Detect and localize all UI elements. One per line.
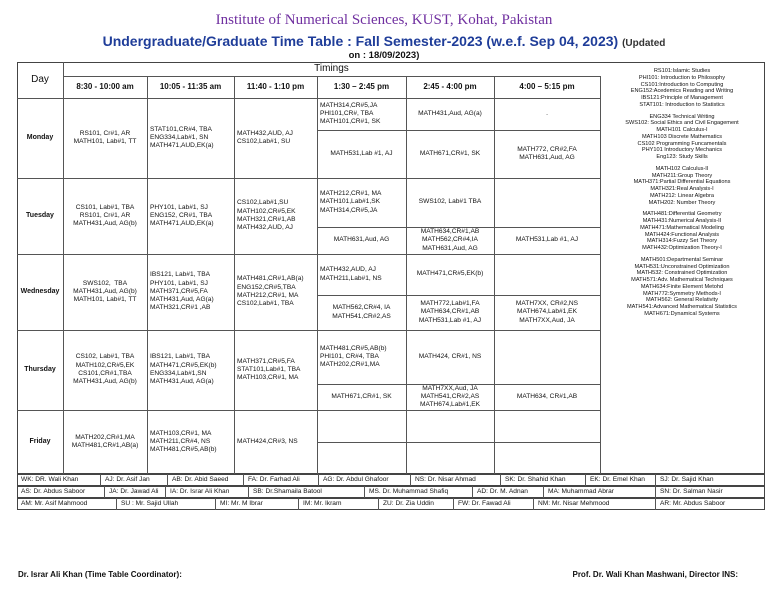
class-cell: MATH432,AUD, AJ MATH211,Lab#1, NS [320,266,382,282]
director-signature: Prof. Dr. Wali Khan Mashwani, Director INS: [572,570,738,579]
faculty-entry: SN: Dr. Salman Nasir [655,486,765,498]
class-cell: PHY101, Lab#1, SJ ENG152, CR#1, TBA MATH471,AUD,EK(a) [150,203,214,228]
class-cell: MATH424,CR#3, NS [237,437,298,445]
class-cell: MATH103,CR#1, MA MATH211,CR#4, NS MATH481,CR#5,AB(b) [150,429,217,454]
class-cell: MATH212,CR#1, MA MATH101,Lab#1,SK MATH314,CR#5,JA [320,190,382,214]
day-label: Monday [26,133,54,141]
coordinator-signature: Dr. Israr Ali Khan (Time Table Coordinator): [18,570,182,579]
day-column-header: Day [31,73,49,85]
class-cell: MATH772, CR#2,FA MATH631,Aud, AG [517,145,577,161]
time-slot-header: 8:30 - 10:00 am [76,81,134,91]
updated-date: on : 18/09/2023) [348,50,420,61]
faculty-entry: AM: Mr. Asif Mahmood [21,500,88,507]
class-cell: SWS102, TBA MATH431,Aud, AG(b) MATH101, Lab#1, TT [73,279,137,304]
faculty-entry: MS. Dr. Muhammad Shafiq [364,486,472,498]
course-group: MATH102 Calculus-II MATH211:Group Theory MATH371:Partial Differential Equations MATH321:Real Analysis-I MATH212: Linear Algebra MATH202: Number Theory [633,165,731,206]
class-cell: CS101, Lab#1, TBA RS101, Cr#1, AR MATH431,Aud, AG(b) [73,203,137,228]
class-cell [494,330,600,384]
faculty-entry: FW: Dr. Fawad Ali [453,498,533,510]
class-cell: MATH431,Aud, AG(a) [418,109,482,117]
class-cell [317,442,406,474]
faculty-entry: ZU: Dr. Zia Uddin [378,498,453,510]
institute-name: Institute of Numerical Sciences, KUST, Kohat, Pakistan [215,12,553,28]
faculty-entry: MA: Muhammad Abrar [543,486,655,498]
time-slot-header: 4:00 – 5:15 pm [519,81,575,91]
faculty-entry: FA: Dr. Farhad Ali [243,474,318,486]
day-label: Friday [29,437,51,445]
class-cell: SWS102, Lab#1 TBA [418,198,482,206]
class-cell: CS102, Lab#1, TBA MATH102,CR#5,EK CS101,CR#1,TBA MATH431,Aud, AG(b) [73,353,137,386]
class-cell: MATH481,CR#5,AB(b) PHI101, CR#4, TBA MATH202,CR#1,MA [320,344,387,369]
course-group: MATH501:Departmental Seminar MATH531:Unconstrained Optimization MATH532: Constrained Optimization MATH571:Adv. Mathematical Techniques MATH634:Finite Element Metohd MATH772:Symmetry Methods-I MATH562: General Relativity MATH541:Advanced Mathematical Statistics MATH671:Dynamical Systems [627,256,737,317]
class-cell: MATH432,AUD, AJ CS102,Lab#1, SU [237,129,293,145]
class-cell: MATH481,CR#1,AB(a) ENG152,CR#5,TBA MATH212,CR#1, MA CS102,Lab#1, TBA [237,275,304,308]
class-cell [494,178,600,227]
time-slot-header: 11:40 - 1:10 pm [246,81,305,91]
faculty-entry: AS: Dr. Abdus Saboor [21,488,86,495]
faculty-entry: SU : Mr. Sajid Ullah [116,498,215,510]
class-cell: MATH631,Aud, AG [333,236,390,244]
class-cell: MATH772,Lab#1,FA MATH634,CR#1,AB MATH531,Lab #1, AJ [418,300,482,324]
faculty-entry: AR: Mr. Abdus Saboor [655,498,765,510]
faculty-entry: JA: Dr. Jawad Ali [104,486,165,498]
faculty-entry: AG: Dr. Abdul Ghafoor [318,474,410,486]
faculty-entry: AD: Dr. M. Adnan [472,486,543,498]
time-slot-header: 1:30 – 2:45 pm [333,81,390,91]
faculty-entry: WK: DR. Wali Khan [21,476,79,483]
class-cell: MATH531,Lab #1, AJ [515,236,579,244]
course-list [601,68,763,318]
faculty-entry: SK: Dr. Shahid Khan [500,474,585,486]
faculty-entry: AJ: Dr. Asif Jan [100,474,167,486]
class-cell: MATH562,CR#4, IA MATH541,CR#2,AS [332,304,391,320]
class-cell: IBS121, Lab#1, TBA PHY101, Lab#1, SJ MATH371,CR#5,FA MATH431,Aud, AG(a) MATH321,CR#1 ,AB [150,271,214,312]
class-cell: STAT101,CR#4, TBA ENG334,Lab#1, SN MATH471,AUD,EK(a) [150,125,214,150]
class-cell: MATH671,CR#1, SK [331,392,392,400]
course-group: ENG334 Technical Writing SWS102: Social Ethics and Civil Engagement MATH101 Calculus-I MATH103 Discrete Mathematics CS102 Programming Funcamentals PHY101 Introductory Mechanics Eng123: Study Skills [625,113,739,160]
faculty-entry: NS: Dr. Nisar Ahmad [410,474,500,486]
class-cell: MATH671,CR#1, SK [419,149,481,157]
class-cell: MATH202,CR#1,MA MATH481,CR#1,AB(a) [71,433,139,449]
class-cell: MATH314,CR#5,JA PHI101,CR#, TBA MATH101,CR#1, SK [320,101,381,126]
class-cell [494,442,600,474]
faculty-entry: MI: Mr. M Ibrar [215,498,298,510]
class-cell [317,410,406,442]
day-label: Wednesday [20,287,60,295]
faculty-entry: IA: Dr. Israr Ali Khan [165,486,248,498]
faculty-entry: AB: Dr. Abid Saeed [167,474,243,486]
updated-label: (Updated [622,38,666,49]
class-cell: MATH424, CR#1, NS [418,352,482,360]
class-cell: MATH471,CR#5,EK(b) [416,270,484,278]
timings-header: Timings [314,62,349,74]
faculty-entry: SJ: Dr. Sajid Khan [655,474,765,486]
time-slot-header: 2:45 - 4:00 pm [423,81,477,91]
class-cell: MATH634,CR#1,AB MATH562,CR#4,IA MATH631,Aud, AG [420,228,480,252]
class-cell: MATH7XX, CR#2,NS MATH674,Lab#1,EK MATH7XX,Aud, JA [515,300,579,324]
class-cell: . [546,109,548,117]
course-group: MATH481:Differential Geometry MATH431:Numerical Analysis-II MATH471:Mathematical Modeling MATH424:Functional Analysis MATH314:Fuzzy Set Theory MATH432:Optimization Theory-I [640,211,724,251]
class-cell: RS101, Cr#1, AR MATH101, Lab#1, TT [73,129,137,145]
class-cell: MATH531,Lab #1, AJ [330,149,393,157]
class-cell: IBS121, Lab#1, TBA MATH471,CR#5,EK(b) ENG334,Lab#1,SN MATH431,Aud, AG(a) [150,353,217,386]
class-cell [406,410,494,442]
class-cell: CS102,Lab#1,SU MATH102,CR#5,EK MATH321,CR#1,AB MATH432,AUD, AJ [237,199,296,232]
faculty-entry: SB: Dr.Shamaila Batool [248,486,364,498]
course-group: RS101:Islamic Studies PHI101: Introduction to Philosophy CS101:Introduction to Computing ENG152:Acedemics Reading and Writing IBS121:Principle of Management STAT101: Introduction to Statistics [630,68,734,108]
day-label: Tuesday [26,211,54,219]
day-label: Thursday [24,365,56,373]
faculty-entry: IM: Mr. Ikram [298,498,378,510]
class-cell [406,442,494,474]
class-cell: MATH634, CR#1,AB [516,392,578,400]
time-slot-header: 10:05 - 11:35 am [159,81,222,91]
faculty-entry: NM: Mr. Nisar Mehmood [533,498,655,510]
class-cell: MATH7XX,Aud, JA MATH541,CR#2,AS MATH674,Lab#1,EK [420,384,480,409]
timetable-title [0,33,768,49]
class-cell [494,254,600,295]
title-text: Undergraduate/Graduate Time Table : Fall Semester-2023 (w.e.f. Sep 04, 2023) [102,33,619,49]
faculty-entry: EK: Dr. Emel Khan [585,474,655,486]
class-cell: MATH371,CR#5,FA STAT101,Lab#1, TBA MATH103,CR#1, MA [237,357,301,382]
class-cell [494,410,600,442]
